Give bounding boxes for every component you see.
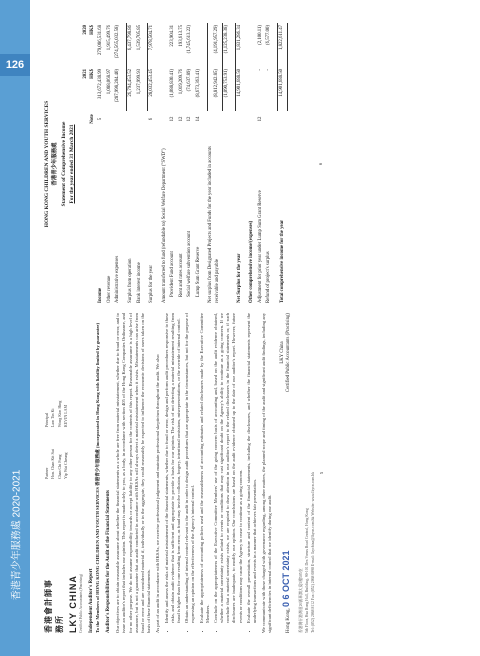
principal-name: KEVIN LAM [63,404,69,428]
list-item: • Identify and assess the risks of material misstatement of the financial statements, whether due to fraud or error, design and perform audit procedures responsive to those risks, and obtain audit evidence that is sufficient and appropriate to provide a basis for our opinion. The risk of not detecting a material misstatement resulting from fraud is higher than for one resulting from error, as fraud may involve collusion, forgery, intentional omissions, misrepresentations, or the override of internal control. [164,313,183,623]
partners-column [44,449,70,479]
vertical-report-title-text: 香港青少年服務處 2020-2021 [11,469,23,601]
statement-table [82,23,287,305]
value-2021: (8,812,942.85) [207,67,222,111]
value-2021 [161,67,169,111]
list-item: • Evaluate the appropriateness of accounting policies used and the reasonableness of accounting estimates and related disclosures made by the Executive Committee Members. [199,313,211,623]
value-2020: 279,086,531.68 [98,25,104,55]
value-2021: (1,088,830.41) [170,69,176,98]
row-label: Other comprehensive income/(expenses) [249,220,255,303]
sidebar-band [0,0,30,656]
firm-logo [44,573,84,633]
value-2020 [161,23,169,67]
partners-heading: Partner [44,467,49,479]
value-2020: 6,437,798.86 [127,23,136,67]
table-row [257,23,265,305]
value-2021: - [257,69,263,71]
partner-name: Hon. Chan Kit Sui [50,449,56,479]
year-2020: 2020 [83,25,89,35]
table-row [127,23,136,305]
list-item: • Conclude on the appropriateness of the Executive Committee Members' use of the going concern basis of accounting and, based on the audit evidence obtained, whether a material uncertainty exists related to events or conditions that may cast significant doubt on the Agency's ability to continue as a going concern. If we conclude that a material uncertainty exists, we are required to draw attention in our auditor's report to the related disclosures in the financial statements or, if such disclosures are inadequate, to modify our opinion. Our conclusions are based on the audit evidence obtained up to the date of our auditor's report. However, future events or conditions may cause the Agency to cease to continue as a going concern. [213,313,244,623]
org-name: HONG KONG CHILDREN AND YOUTH SERVICES [44,100,50,228]
table-row [195,23,203,305]
year-2021: 2021 [83,69,89,79]
value-2020: (6,577.00) [266,25,272,45]
logo-subtitle: Certified Public Accountants (Practising) [78,573,83,633]
principal-name: Wong Kim Hing [56,400,62,428]
principals-column [44,401,70,428]
right-page-number: 6 [317,162,323,166]
table-row [97,23,105,305]
row-label: Net Surplus for the year [236,253,242,303]
row-note [265,111,273,127]
closing-paragraph: We communicate with those charged with governance regarding, among other matters, the planned scope and timing of the audit and significant audit findings, including any significant deficiencies in internal control that we identify during our audit. [261,313,273,633]
paragraph: Our objectives are to obtain reasonable assurance about whether the financial statements as a whole are free from material misstatement, whether due to fraud or error, and to issue an auditor's report that includes our opinion. This report is made solely to you, as a body, in accordance with section 405 of the Hong Kong Companies Ordinance, and for no other purpose. We do not assume responsibility towards or accept liability to any other person for the contents of this report. Reasonable assurance is a high level of assurance, but is not a guarantee that an audit conducted in accordance with HKSAs will always detect a material misstatement when it exists. Misstatements can arise from fraud or error and are considered material if, individually or in the aggregate, they could reasonably be expected to influence the economic decisions of users taken on the basis of these financial statements. [115,313,152,633]
value-2020: (1,125,238.38) [222,23,231,67]
footer-line: 香港灣仔港灣道26號華潤大廈5樓505室 [298,568,303,633]
row-label: Amount transferred to fund (refundable to) Social Welfare Department ("SWD") [161,148,167,303]
row-note [114,111,122,127]
signer-name: LKY China [279,341,285,364]
value-2020: 223,904.31 [170,25,176,47]
row-note [235,111,244,127]
value-2020: 1,822,611.47 [278,23,287,67]
table-row [186,23,194,305]
value-2021: 1,019,209.76 [178,69,184,95]
value-2021: (8,673,363.41) [195,69,201,98]
row-label: Adjustment for prior year under Lump Sum Grant Reserve [257,190,263,303]
note-header: Note [89,114,95,124]
row-note [136,111,144,127]
value-2021: - [266,69,272,71]
report-title: Independent Auditor's Report [88,568,94,633]
row-label: Bank interest income [136,262,142,303]
place: Hong Kong, [285,608,291,633]
table-row [178,23,186,305]
table-row [106,23,114,305]
row-note: 5 [98,117,104,121]
row-note: 12 [257,116,263,122]
currency-2020: HK$ [89,25,95,35]
row-note [222,111,231,127]
value-2020: 1,915,499.76 [106,25,112,51]
row-label: Administrative expenses [115,255,121,303]
row-note: 12 [178,116,184,122]
value-2021: (1,090,753.91) [222,67,231,111]
footer-line: Tel: (852) 2868 8112 Fax: (852) 2868 0898 E-mail: lkychina@lkycn.com.hk Website: www.lkycn.com.hk [310,471,315,633]
value-2020: (274,565,032.58) [115,25,121,59]
table-row [265,23,273,305]
value-2021: (74,637.89) [187,69,193,92]
value-2021: 1,237,999.93 [136,69,142,95]
value-2020: (4,191,957.29) [207,23,222,67]
signer-title: Certified Public Accountants (Practising) [286,313,292,392]
label-header [82,127,97,305]
firm-footer [299,313,316,633]
row-label: Refund of project's surplus [266,251,272,303]
value-2020: 1,539,705.85 [136,25,142,51]
report-addressee: To the Members of HONG KONG CHILDREN AND YOUTH SERVICES 香港青少年服務處 (incorporated in Hong Kong with liability limited by guarantee) [95,323,101,633]
table-row [148,23,157,305]
row-label: Net surplus from Designated Projects and Funds for the year included in accounts receivable and payable [208,146,220,303]
list-item: • Evaluate the overall presentation, structure and content of the financial statements, including the disclosures, and whether the financial statements represent the underlying transactions and events in a manner that achieves fair presentation. [246,313,258,623]
principals-heading: Principal [44,412,49,428]
value-2021: 313,672,438.99 [98,69,104,99]
row-note [248,111,256,127]
row-note: 12 [170,116,176,122]
responsibility-list [164,313,259,633]
left-page-number: 5 [318,471,324,475]
statement-header [44,23,76,305]
row-note: 14 [195,116,201,122]
value-2020: 193,613.75 [178,25,184,47]
partner-name: Yip Wai Cheung [63,452,69,479]
row-label: Total comprehensive income for the year [279,219,285,303]
row-label: Provident Fund account [170,251,176,297]
section-title: Auditor's Responsibilities for the Audit of the Financial Statements [105,490,111,633]
value-2021: 1,088,068.97 [106,69,112,95]
logo-english: LKY CHINA [67,575,78,633]
year-2021-header [82,67,97,111]
row-note [127,111,136,127]
value-2021: 28,032,453.45 [148,67,157,111]
row-note [207,111,222,127]
row-label: Surplus for the year [149,265,155,303]
firm-header [44,313,84,633]
paragraph: As part of an audit in accordance with HKSAs, we exercise professional judgement and maintain professional skepticism throughout the audit. We also: [155,353,161,633]
row-label: Social welfare subvention account [187,231,193,297]
year-2020-header [82,23,97,67]
page-number: 126 [0,54,30,76]
value-2021: 26,794,453.52 [127,67,136,111]
value-2020 [195,23,203,67]
org-name-chinese: 香港青少年服務處 [52,142,59,186]
place-and-date [280,550,293,633]
principal-name: Lam Tin Ki [50,408,56,428]
row-note: 6 [149,117,155,121]
list-item: • Obtain an understanding of internal control relevant to the audit in order to design audit procedures that are appropriate in the circumstances, but not for the purpose of expressing an opinion on the effectiveness of the Agency's internal control. [184,313,196,623]
value-2020: 7,978,504.71 [148,23,157,67]
table-row [248,23,256,305]
row-note: 12 [187,116,193,122]
row-note [278,111,287,127]
currency-2021: HK$ [89,69,95,79]
row-label: Surplus from operation [128,258,134,303]
row-label: Lump Sum Grant Reserve [195,246,201,297]
value-2020: 1,831,286.34 [235,23,244,67]
vertical-report-title [2,430,28,640]
table-row [169,23,177,305]
logo-chinese: 香港會計師事務所 [44,579,64,633]
value-2021: 14,901,688.50 [235,67,244,111]
row-label: Income [98,287,104,303]
row-label: Rent and rates account [178,253,184,297]
table-row [114,23,122,305]
table-row [161,23,169,305]
value-2021 [248,67,256,111]
row-label [222,127,231,305]
table-row [207,23,222,305]
date-stamp: 0 6 OCT 2021 [280,550,291,608]
signature-row [280,313,293,633]
value-2020: (1,745,613.22) [187,25,193,54]
signature-block [280,313,293,392]
value-2020: (2,100.11) [257,25,263,45]
rotated-document [38,15,478,641]
partner-name: Chan Chi Fung [56,454,62,479]
value-2021: (287,998,284.40) [115,69,121,103]
table-row [235,23,244,305]
table-row [136,23,144,305]
income-statement [44,23,324,305]
table-header-row [82,23,97,305]
row-note [161,111,169,127]
statement-period: For the year ended 31 March 2021 [68,124,75,204]
statement-title: Statement of Comprehensive Income [60,121,67,207]
row-note [106,111,114,127]
table-row [222,23,231,305]
row-label: Other revenue [106,275,112,303]
value-2021: 14,901,688.50 [278,67,287,111]
footer-line: 5th Floor, Hua Rong Hall, Building, 90-101 Des Voeux Road Central, Hong Kong [304,508,309,633]
table-row [278,23,287,305]
partners-list [44,401,70,479]
value-2020 [248,23,256,67]
auditor-report [44,313,325,633]
